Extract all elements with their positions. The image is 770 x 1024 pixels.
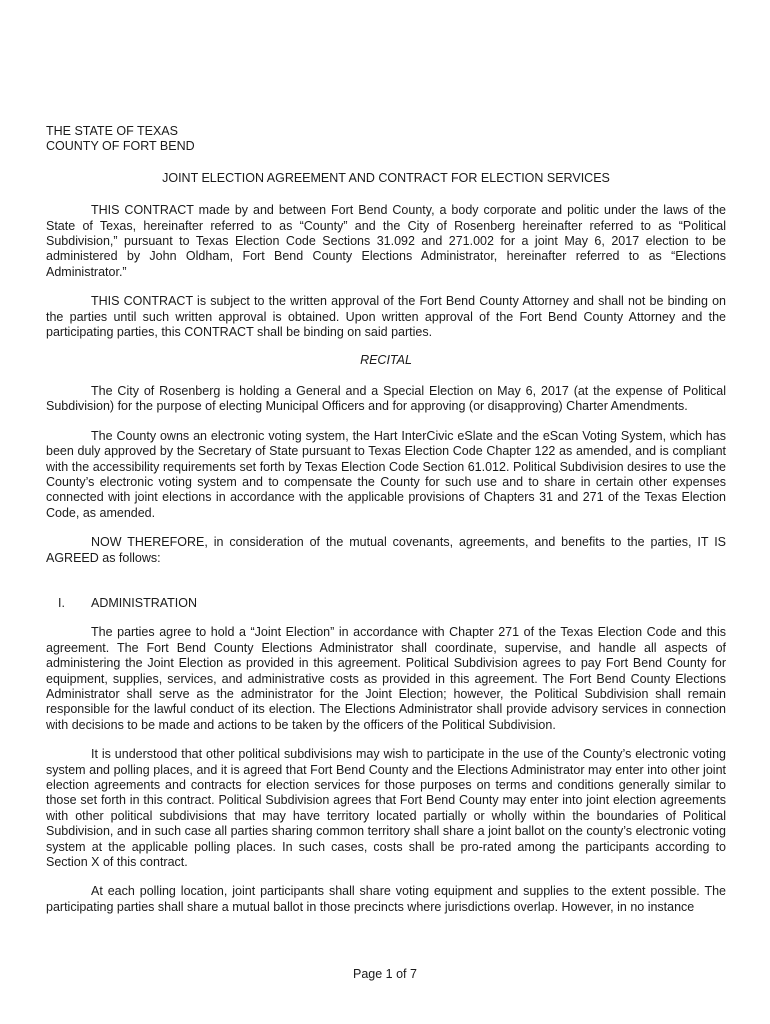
section-paragraph-1: The parties agree to hold a “Joint Election” in accordance with Chapter 271 of the Texas Election Code and this agreement. The Fort Bend County Elections Administrator shall coordinate, supervise, and handle all aspects of administering the Joint Election as provided in this agreement. Political Subdivision agrees to pay Fort Bend County for equipment, supplies, services, and administrative costs as provided in this agreement. The Fort Bend County Elections Administrator shall serve as the administrator for the Joint Election; however, the Political Subdivision shall remain responsible for the lawful conduct of its election. The Elections Administrator shall provide advisory services in connection with decisions to be made and actions to be taken by the officers of the Political Subdivision. [46,625,726,732]
section-heading [46,596,726,611]
county-line: COUNTY OF FORT BEND [46,139,195,154]
document-page [46,124,726,915]
recital-paragraph-1: The City of Rosenberg is holding a General and a Special Election on May 6, 2017 (at the expense of Political Subdivision) for the purpose of electing Municipal Officers and for approving (or disapproving) Charter Amendments. [46,383,726,414]
intro-paragraph-2: THIS CONTRACT is subject to the written approval of the Fort Bend County Attorney and shall not be binding on the parties until such written approval is obtained. Upon written approval of the Fort Bend County Attorney and the participating parties, this CONTRACT shall be binding on said parties. [46,294,726,340]
recital-heading: RECITAL [360,353,412,368]
section-paragraph-2: It is understood that other political subdivisions may wish to participate in the use of the County’s electronic voting system and polling places, and it is agreed that Fort Bend County and the Elections Administrator may enter into other joint election agreements and contracts for election services for those purposes on terms and conditions generally similar to those set forth in this contract. Political Subdivision agrees that Fort Bend County may enter into joint election agreements with other political subdivisions that may have territory located partially or wholly within the boundaries of Political Subdivision, and in such case all parties sharing common territory shall share a joint ballot on the county’s electronic voting system at the applicable polling places. In such cases, costs shall be pro-rated among the participants according to Section X of this contract. [46,747,726,870]
recital-paragraph-2: The County owns an electronic voting system, the Hart InterCivic eSlate and the eScan Voting System, which has been duly approved by the Secretary of State pursuant to Texas Election Code Chapter 122 as amended, and is compliant with the accessibility requirements set forth by Texas Election Code Section 61.012. Political Subdivision desires to use the County’s electronic voting system and to compensate the County for such use and to share in certain other expenses connected with joint elections in accordance with the applicable provisions of Chapters 31 and 271 of the Texas Election Code, as amended. [46,428,726,520]
intro-paragraph-1: THIS CONTRACT made by and between Fort Bend County, a body corporate and politic under the laws of the State of Texas, hereinafter referred to as “County” and the City of Rosenberg hereinafter referred to as “Political Subdivision,” pursuant to Texas Election Code Sections 31.092 and 271.002 for a joint May 6, 2017 election to be administered by John Oldham, Fort Bend County Elections Administrator, hereinafter referred to as “Elections Administrator.” [46,203,726,279]
section-paragraph-3: At each polling location, joint participants shall share voting equipment and supplies to the extent possible. The participating parties shall share a mutual ballot in those precincts where jurisdictions overlap. However, in no instance [46,884,726,914]
section-number: I. [58,595,65,610]
document-title: JOINT ELECTION AGREEMENT AND CONTRACT FOR ELECTION SERVICES [162,170,610,185]
page-number: Page 1 of 7 [353,967,417,981]
state-line: THE STATE OF TEXAS [46,124,178,138]
section-title: ADMINISTRATION [91,595,198,610]
recital-paragraph-3: NOW THEREFORE, in consideration of the mutual covenants, agreements, and benefits to the parties, IT IS AGREED as follows: [46,535,726,565]
